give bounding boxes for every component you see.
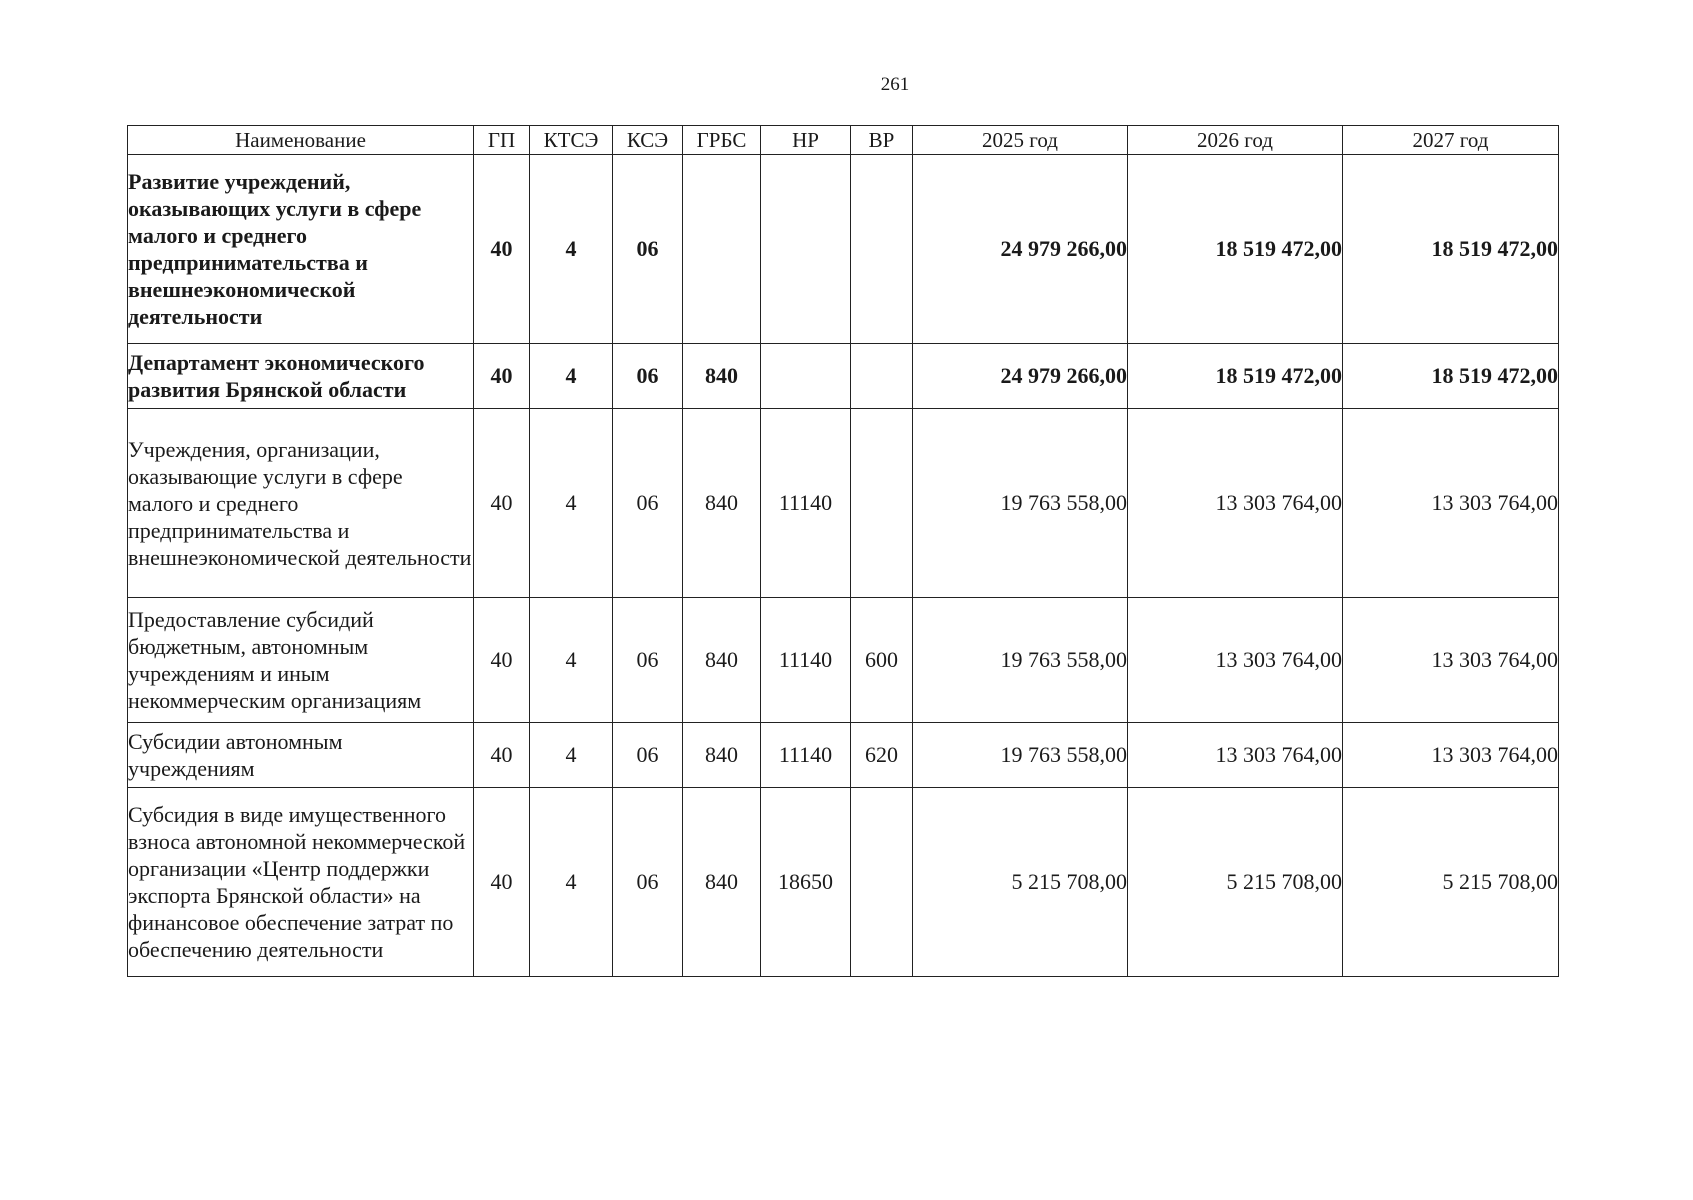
table-row — [128, 788, 1559, 977]
row-gp: 40 — [474, 598, 530, 723]
row-name: Субсидия в виде имущественного взноса автономной некоммерческой организации «Центр поддержки экспорта Брянской области» на финансовое обеспечение затрат по обеспечению деятельности — [128, 788, 474, 977]
row-nr: 11140 — [761, 598, 851, 723]
table-row — [128, 344, 1559, 409]
row-amount-2027: 5 215 708,00 — [1343, 788, 1559, 977]
row-amount-2025: 19 763 558,00 — [913, 598, 1128, 723]
row-amount-2025: 24 979 266,00 — [913, 155, 1128, 344]
row-gp: 40 — [474, 788, 530, 977]
row-amount-2026: 13 303 764,00 — [1128, 598, 1343, 723]
header-vr: ВР — [851, 126, 913, 155]
row-vr — [851, 788, 913, 977]
header-2025: 2025 год — [913, 126, 1128, 155]
table-row — [128, 409, 1559, 598]
row-vr: 600 — [851, 598, 913, 723]
row-amount-2026: 5 215 708,00 — [1128, 788, 1343, 977]
row-amount-2025: 5 215 708,00 — [913, 788, 1128, 977]
row-name: Развитие учреждений, оказывающих услуги в сфере малого и среднего предпринимательства и внешнеэкономической деятельности — [128, 155, 474, 344]
row-vr — [851, 155, 913, 344]
row-grbs: 840 — [683, 788, 761, 977]
row-grbs: 840 — [683, 344, 761, 409]
header-2026: 2026 год — [1128, 126, 1343, 155]
row-gp: 40 — [474, 409, 530, 598]
row-nr — [761, 155, 851, 344]
row-amount-2025: 19 763 558,00 — [913, 409, 1128, 598]
row-name: Субсидии автономным учреждениям — [128, 723, 474, 788]
row-kse: 06 — [613, 155, 683, 344]
row-nr: 18650 — [761, 788, 851, 977]
header-kse: КСЭ — [613, 126, 683, 155]
row-vr: 620 — [851, 723, 913, 788]
row-grbs: 840 — [683, 723, 761, 788]
row-nr: 11140 — [761, 723, 851, 788]
row-nr — [761, 344, 851, 409]
page-number: 261 — [880, 74, 910, 95]
row-vr — [851, 409, 913, 598]
header-2027: 2027 год — [1343, 126, 1559, 155]
row-gp: 40 — [474, 155, 530, 344]
header-gp: ГП — [474, 126, 530, 155]
table-row — [128, 723, 1559, 788]
row-amount-2026: 13 303 764,00 — [1128, 409, 1343, 598]
row-amount-2027: 13 303 764,00 — [1343, 723, 1559, 788]
row-ktse: 4 — [530, 344, 613, 409]
row-kse: 06 — [613, 788, 683, 977]
row-ktse: 4 — [530, 409, 613, 598]
row-kse: 06 — [613, 409, 683, 598]
header-grbs: ГРБС — [683, 126, 761, 155]
row-amount-2027: 18 519 472,00 — [1343, 344, 1559, 409]
header-nr: НР — [761, 126, 851, 155]
row-amount-2026: 18 519 472,00 — [1128, 344, 1343, 409]
row-kse: 06 — [613, 344, 683, 409]
row-name: Учреждения, организации, оказывающие услуги в сфере малого и среднего предпринимательства и внешнеэкономической деятельности — [128, 409, 474, 598]
budget-table — [127, 125, 1559, 977]
table-header-row — [128, 126, 1559, 155]
row-kse: 06 — [613, 723, 683, 788]
row-amount-2027: 18 519 472,00 — [1343, 155, 1559, 344]
table-row — [128, 598, 1559, 723]
header-name: Наименование — [128, 126, 474, 155]
row-gp: 40 — [474, 723, 530, 788]
row-amount-2027: 13 303 764,00 — [1343, 409, 1559, 598]
row-grbs: 840 — [683, 598, 761, 723]
row-amount-2027: 13 303 764,00 — [1343, 598, 1559, 723]
row-vr — [851, 344, 913, 409]
row-amount-2026: 13 303 764,00 — [1128, 723, 1343, 788]
row-grbs: 840 — [683, 409, 761, 598]
row-name: Предоставление субсидий бюджетным, автономным учреждениям и иным некоммерческим организациям — [128, 598, 474, 723]
row-amount-2025: 19 763 558,00 — [913, 723, 1128, 788]
row-gp: 40 — [474, 344, 530, 409]
table-row — [128, 155, 1559, 344]
row-ktse: 4 — [530, 723, 613, 788]
row-kse: 06 — [613, 598, 683, 723]
row-ktse: 4 — [530, 598, 613, 723]
row-grbs — [683, 155, 761, 344]
header-ktse: КТСЭ — [530, 126, 613, 155]
row-amount-2025: 24 979 266,00 — [913, 344, 1128, 409]
row-ktse: 4 — [530, 788, 613, 977]
row-nr: 11140 — [761, 409, 851, 598]
row-amount-2026: 18 519 472,00 — [1128, 155, 1343, 344]
row-ktse: 4 — [530, 155, 613, 344]
row-name: Департамент экономического развития Брянской области — [128, 344, 474, 409]
